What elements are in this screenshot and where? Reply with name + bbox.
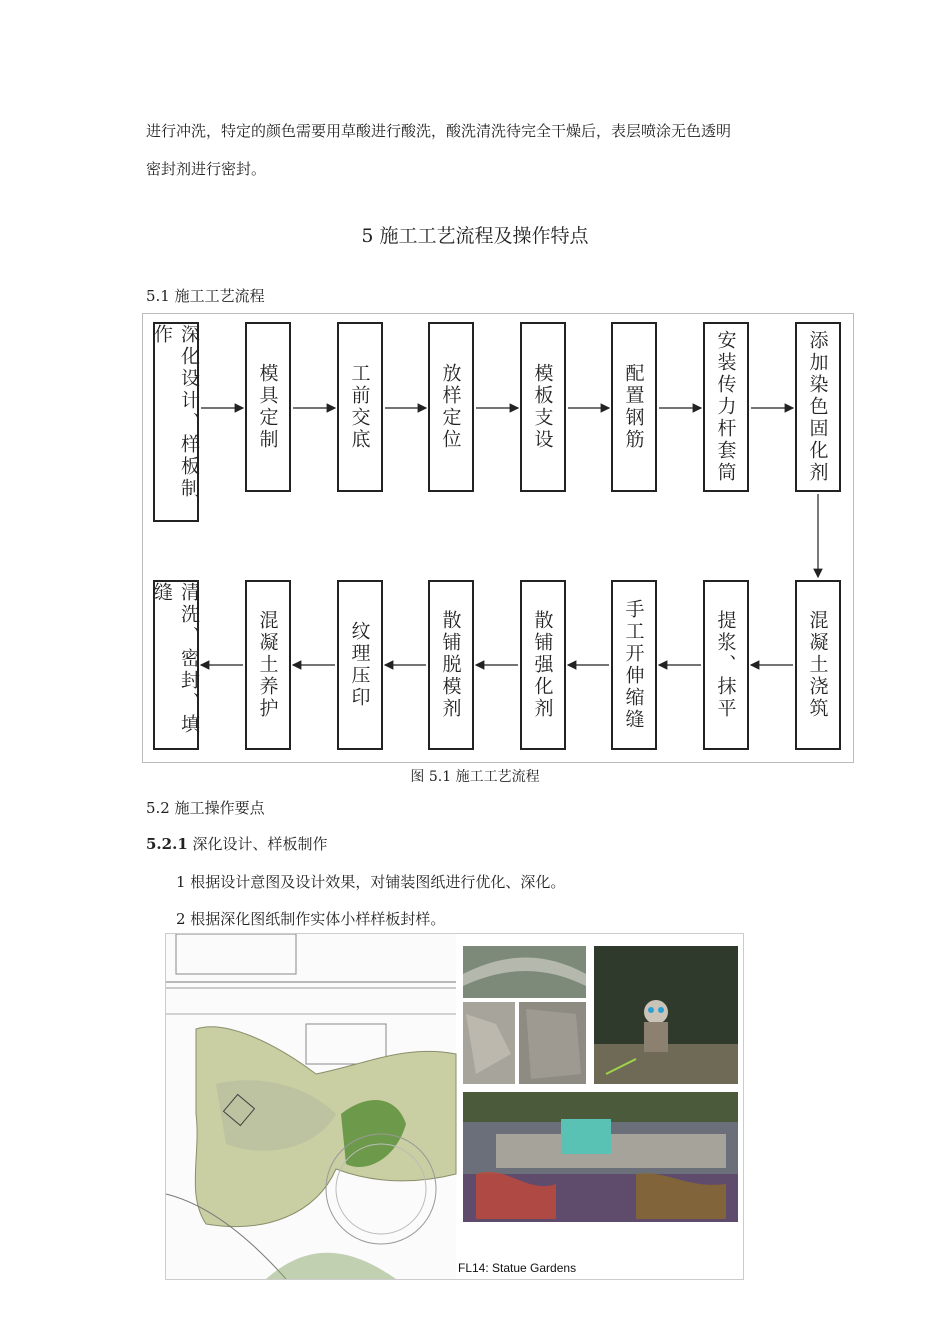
flow-step-row1-2 — [245, 322, 291, 492]
list-item-2: 2 根据深化图纸制作实体小样样板封样。 — [176, 910, 446, 928]
flow-step-label: 清洗、密封、填缝 — [151, 582, 200, 736]
flow-step-row2-6 — [337, 580, 383, 750]
stone-texture-photo-2 — [519, 1002, 586, 1084]
flow-step-label: 纹理压印 — [348, 621, 371, 709]
flow-step-label: 散铺脱模剂 — [439, 610, 462, 720]
flow-step-row2-3 — [611, 580, 657, 750]
subsection-text: 深化设计、样板制作 — [187, 835, 328, 853]
flow-step-label: 工前交底 — [348, 363, 371, 451]
image-caption: FL14: Statue Gardens — [458, 1261, 577, 1275]
sample-image-collage — [166, 934, 743, 1279]
flow-step-label: 添加染色固化剂 — [806, 330, 829, 484]
figure-caption: 图 5.1 施工工艺流程 — [410, 769, 540, 785]
intro-line-1: 进行冲洗，特定的颜色需要用草酸进行酸洗，酸洗清洗待完全干燥后，表层喷涂无色透明 — [146, 122, 732, 140]
flow-step-label: 深化设计、样板制作 — [151, 324, 200, 500]
flow-step-row2-7 — [245, 580, 291, 750]
flow-step-row1-1 — [153, 322, 199, 522]
flow-step-label: 模板支设 — [531, 363, 554, 451]
process-flowchart — [142, 313, 854, 763]
subsection-5-1-title: 5.1 施工工艺流程 — [146, 287, 265, 305]
subsection-number: 5.2.1 — [146, 835, 188, 853]
flow-step-label: 模具定制 — [256, 363, 279, 451]
flow-step-row1-8 — [795, 322, 841, 492]
flow-step-row1-4 — [428, 322, 474, 492]
flow-step-label: 散铺强化剂 — [531, 610, 554, 720]
paving-plan-drawing — [166, 934, 456, 1279]
arch-bridge-photo — [463, 946, 586, 998]
color-zone-map — [463, 1092, 738, 1222]
statue-render-photo — [594, 946, 738, 1084]
flow-step-row2-5 — [428, 580, 474, 750]
flow-step-label: 混凝土养护 — [256, 610, 279, 720]
flow-step-row2-1 — [795, 580, 841, 750]
subsection-5-2-title: 5.2 施工操作要点 — [146, 799, 265, 817]
section-title: 5 施工工艺流程及操作特点 — [361, 225, 589, 247]
flow-step-label: 手工开伸缩缝 — [622, 599, 645, 731]
flow-step-row2-2 — [703, 580, 749, 750]
flow-step-label: 提浆、抹平 — [714, 610, 737, 720]
flow-step-label: 放样定位 — [439, 363, 462, 451]
flow-step-label: 配置钢筋 — [622, 363, 645, 451]
flow-step-label: 安装传力杆套筒 — [714, 330, 737, 484]
flow-step-row2-4 — [520, 580, 566, 750]
flow-step-row1-6 — [611, 322, 657, 492]
flow-step-row2-8 — [153, 580, 199, 750]
list-item-1: 1 根据设计意图及设计效果，对铺装图纸进行优化、深化。 — [176, 873, 566, 891]
stone-texture-photo-1 — [463, 1002, 515, 1084]
subsection-5-2-1-title — [146, 833, 328, 854]
flow-step-row1-3 — [337, 322, 383, 492]
flow-step-row1-5 — [520, 322, 566, 492]
intro-line-2: 密封剂进行密封。 — [146, 160, 267, 178]
sample-image-panel — [165, 933, 744, 1280]
flow-step-row1-7 — [703, 322, 749, 492]
flow-step-label: 混凝土浇筑 — [806, 610, 829, 720]
